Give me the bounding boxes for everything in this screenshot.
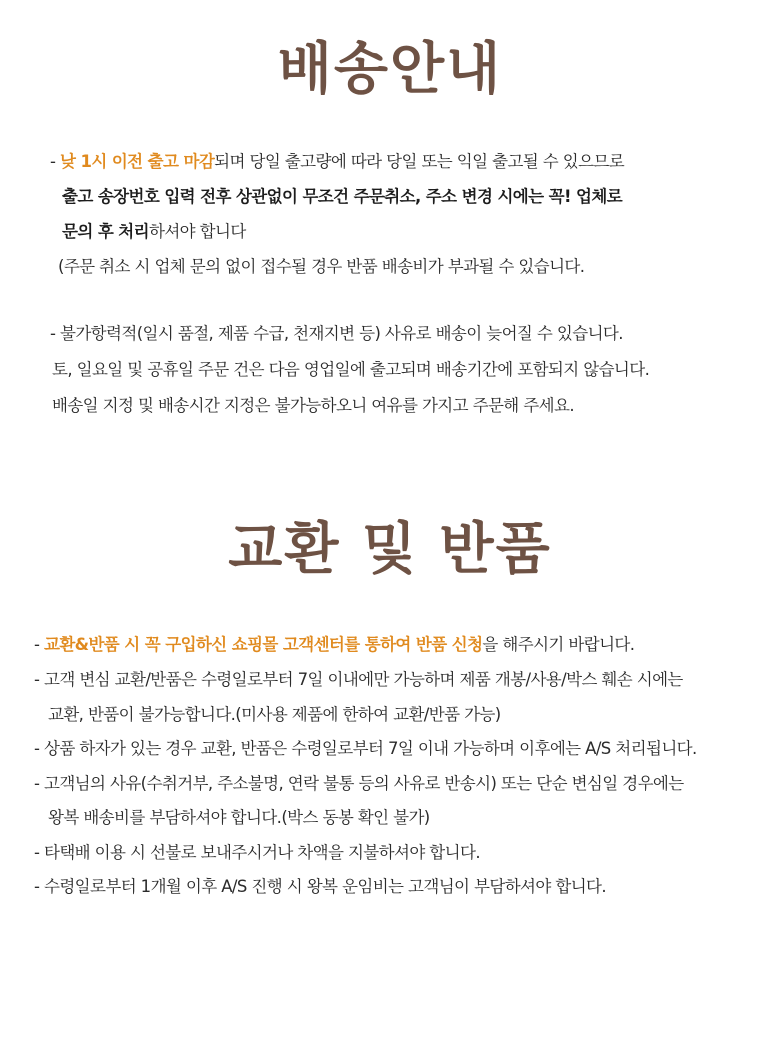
shipping-line-2: 출고 송장번호 입력 전후 상관없이 무조건 주문취소, 주소 변경 시에는 꼭! 업체로 [62, 187, 623, 206]
returns-line-2: - 고객 변심 교환/반품은 수령일로부터 7일 이내에만 가능하며 제품 개봉/사용/박스 훼손 시에는 [34, 670, 683, 689]
returns-line-4: - 상품 하자가 있는 경우 교환, 반품은 수령일로부터 7일 이내 가능하며 이후에는 A/S 처리됩니다. [34, 739, 697, 758]
returns-line-8: - 수령일로부터 1개월 이후 A/S 진행 시 왕복 운임비는 고객님이 부담하셔야 합니다. [34, 877, 607, 896]
returns-line-7: - 타택배 이용 시 선불로 보내주시거나 차액을 지불하셔야 합니다. [34, 843, 480, 862]
shipping-line-6: 토, 일요일 및 공휴일 주문 건은 다음 영업일에 출고되며 배송기간에 포함되지 않습니다. [52, 360, 650, 379]
shipping-line-4: (주문 취소 시 업체 문의 없이 접수될 경우 반품 배송비가 부과될 수 있습니다. [58, 257, 585, 276]
returns-line-5: - 고객님의 사유(수취거부, 주소불명, 연락 불통 등의 사유로 반송시) 또는 단순 변심일 경우에는 [34, 774, 684, 793]
returns-line-6: 왕복 배송비를 부담하셔야 합니다.(박스 동봉 확인 불가) [48, 808, 430, 827]
shipping-title: 배송안내 [277, 37, 503, 102]
returns-request-highlight: 교환&반품 시 꼭 구입하신 쇼핑몰 고객센터를 통하여 반품 신청 [44, 635, 483, 654]
shipping-line-7: 배송일 지정 및 배송시간 지정은 불가능하오니 여유를 가지고 주문해 주세요. [52, 396, 574, 415]
returns-line-1: - 교환&반품 시 꼭 구입하신 쇼핑몰 고객센터를 통하여 반품 신청을 해주시기 바랍니다. [34, 635, 635, 654]
shipping-line-5: - 불가항력적(일시 품절, 제품 수급, 천재지변 등) 사유로 배송이 늦어질 수 있습니다. [50, 324, 623, 343]
shipping-deadline-highlight: 낮 1시 이전 출고 마감 [60, 152, 215, 171]
shipping-line-1: - 낮 1시 이전 출고 마감되며 당일 출고량에 따라 당일 또는 익일 출고될 수 있으므로 [50, 152, 625, 171]
returns-line-3: 교환, 반품이 불가능합니다.(미사용 제품에 한하여 교환/반품 가능) [48, 705, 501, 724]
returns-title: 교환 및 반품 [228, 517, 552, 582]
shipping-line-3: 문의 후 처리하셔야 합니다 [62, 222, 246, 241]
